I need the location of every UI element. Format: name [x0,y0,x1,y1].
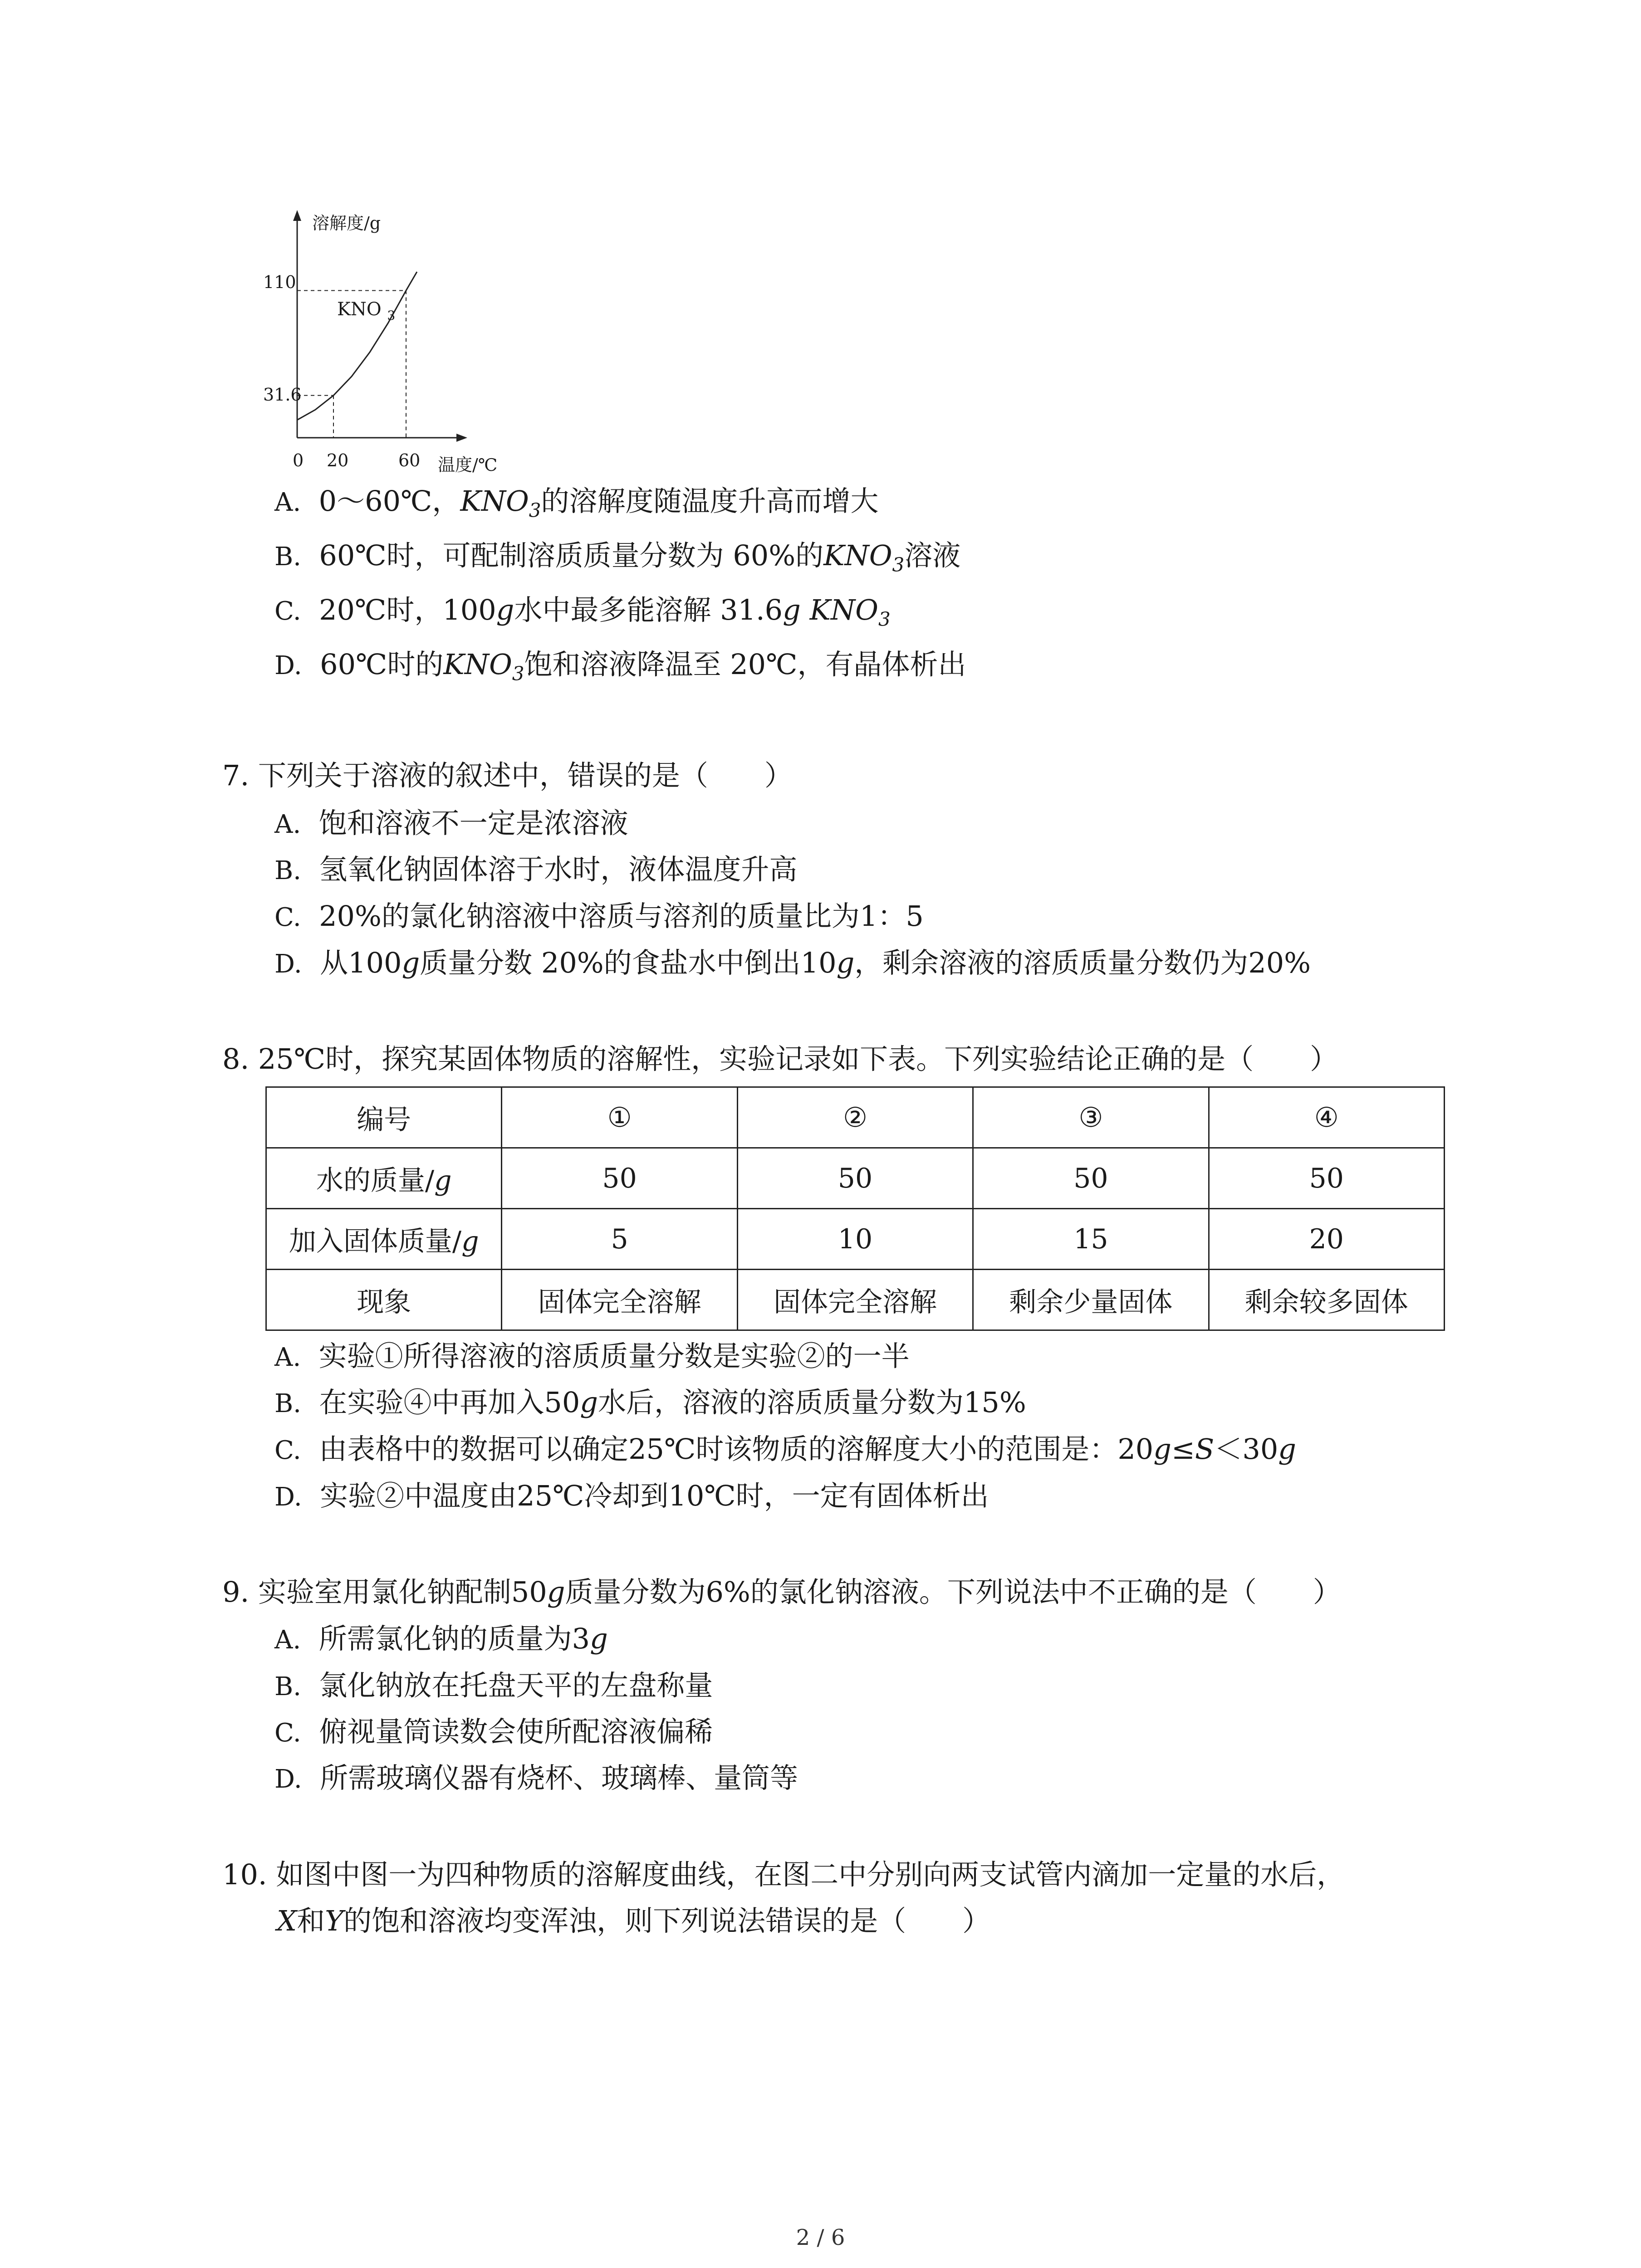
q9-option-d: D. 所需玻璃仪器有烧杯、玻璃棒、量筒等 [274,1761,798,1794]
y-axis-arrow-icon [293,210,301,221]
q8-stem: 8. 25℃时，探究某固体物质的溶解性，实验记录如下表。下列实验结论正确的是（ ） [222,1042,1338,1075]
table-row [266,1087,1445,1148]
q8-option-c: C. 由表格中的数据可以确定25℃时该物质的溶解度大小的范围是：20g≤S＜30g [274,1432,1296,1466]
y-tick-31.6: 31.6 [263,385,302,405]
q7-option-a: A. 饱和溶液不一定是浓溶液 [274,807,628,840]
table-cell: ② [737,1087,973,1148]
q7-option-c: C. 20%的氯化钠溶液中溶质与溶剂的质量比为1：5 [274,899,924,933]
q10-stem-line1: 10. 如图中图一为四种物质的溶解度曲线，在图二中分别向两支试管内滴加一定量的水后， [222,1858,1345,1891]
q6-option-d: D. 60℃时的$KNO_3$饱和溶液降温至 20℃，有晶体析出 [274,648,966,685]
q8-experiment-table [265,1086,1445,1331]
series-label: KNO $_3$ [337,299,396,323]
table-row-header: 现象 [266,1270,502,1330]
table-cell: 5 [502,1209,737,1270]
q8-option-d: D. 实验②中温度由25℃冷却到10℃时，一定有固体析出 [274,1479,989,1512]
table-row-header: 加入固体质量/g [266,1209,502,1270]
table-cell: 50 [1209,1148,1444,1209]
table-cell: 15 [973,1209,1209,1270]
q7-option-d: D. 从100g质量分数 20%的食盐水中倒出10g，剩余溶液的溶质质量分数仍为20% [274,946,1311,979]
table-row [266,1270,1445,1330]
x-tick-20: 20 [327,450,349,470]
x-axis-arrow-icon [456,434,467,442]
table-cell: 剩余少量固体 [973,1270,1209,1330]
table-cell: 20 [1209,1209,1444,1270]
solubility-chart [254,202,508,483]
q7-option-b: B. 氢氧化钠固体溶于水时，液体温度升高 [274,853,798,886]
unit-g: g [461,1225,479,1257]
table-cell: 50 [737,1148,973,1209]
table-cell: ③ [973,1087,1209,1148]
x-tick-0: 0 [293,450,304,470]
kno3-solubility-curve [297,272,417,420]
table-cell: 固体完全溶解 [737,1270,973,1330]
table-cell: 剩余较多固体 [1209,1270,1444,1330]
q7-stem: 7. 下列关于溶液的叙述中，错误的是（ ） [222,759,793,792]
q9-option-b: B. 氯化钠放在托盘天平的左盘称量 [274,1669,713,1702]
q6-option-c: C. 20℃时，100g水中最多能溶解 31.6g $KNO_3$ [274,593,891,631]
q9-stem: 9. 实验室用氯化钠配制50g质量分数为6%的氯化钠溶液。下列说法中不正确的是（ ） [222,1575,1341,1608]
q9-option-c: C. 俯视量筒读数会使所配溶液偏稀 [274,1715,713,1748]
table-cell: 固体完全溶解 [502,1270,737,1330]
q10-stem-line2: X和Y的饱和溶液均变浑浊，则下列说法错误的是（ ） [277,1904,991,1937]
y-axis-label: 溶解度/g [312,213,381,233]
table-cell: 50 [973,1148,1209,1209]
table-cell: 10 [737,1209,973,1270]
series-label-subscript: 3 [387,308,396,323]
page-number: 2 / 6 [796,2225,845,2250]
table-row-header: 水的质量/g [266,1148,502,1209]
table-row-header: 编号 [266,1087,502,1148]
y-tick-110: 110 [263,272,296,292]
table-cell: ④ [1209,1087,1444,1148]
table-cell: ① [502,1087,737,1148]
table-row [266,1209,1445,1270]
table-row [266,1148,1445,1209]
q8-option-b: B. 在实验④中再加入50g水后，溶液的溶质质量分数为15% [274,1386,1026,1419]
table-cell: 50 [502,1148,737,1209]
q9-option-a: A. 所需氯化钠的质量为3g [274,1622,608,1655]
x-axis-label: 温度/℃ [438,455,498,475]
x-tick-60: 60 [398,450,421,470]
unit-g: g [434,1164,452,1197]
q6-option-a: A. 0～60℃，$KNO_3$的溶解度随温度升高而增大 [274,484,879,522]
q8-option-a: A. 实验①所得溶液的溶质质量分数是实验②的一半 [274,1339,910,1373]
q6-option-b: B. 60℃时，可配制溶质质量分数为 60%的$KNO_3$溶液 [274,539,961,576]
